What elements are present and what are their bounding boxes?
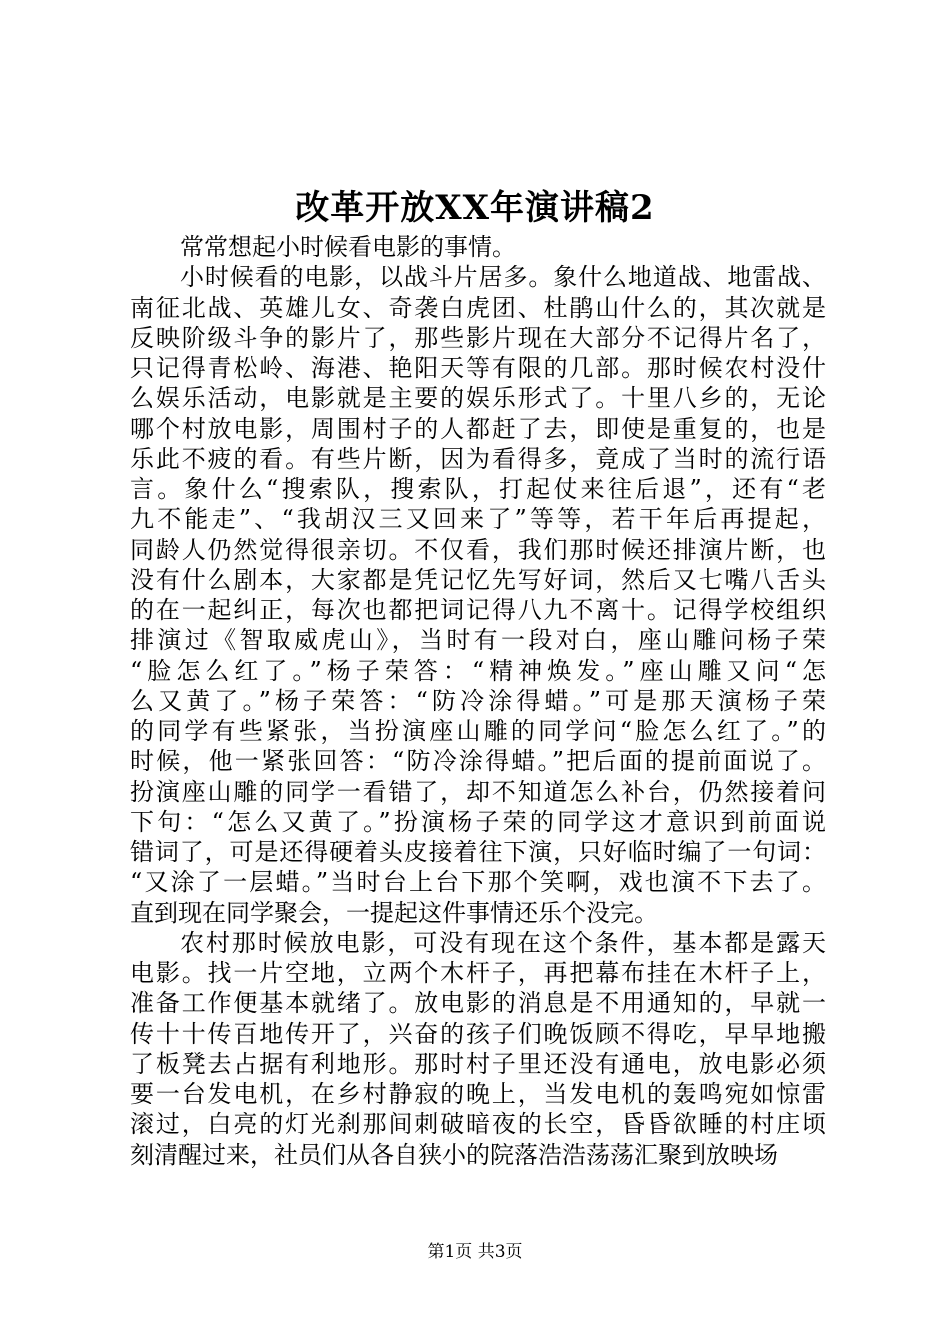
paragraph-line: 了板凳去占据有利地形。那时村子里还没有通电，放电影必须 (130, 1049, 826, 1078)
paragraph-line: “脸怎么红了。”杨子荣答：“精神焕发。”座山雕又问“怎 (130, 656, 826, 685)
paragraph-line: 扮演座山雕的同学一看错了，却不知道怎么补台，仍然接着问 (130, 777, 826, 806)
paragraph-line: 哪个村放电影，周围村子的人都赶了去，即使是重复的，也是 (130, 414, 826, 443)
paragraph-line: 只记得青松岭、海港、艳阳天等有限的几部。那时候农村没什 (130, 354, 826, 382)
paragraph-line: 反映阶级斗争的影片了，那些影片现在大部分不记得片名了， (130, 323, 826, 352)
page-footer: 第1页 共3页 (427, 1242, 523, 1262)
paragraph-line: 么娱乐活动，电影就是主要的娱乐形式了。十里八乡的，无论 (130, 384, 826, 413)
paragraph-line: 下句：“怎么又黄了。”扮演杨子荣的同学这才意识到前面说 (130, 807, 826, 836)
paragraph-line: “又涂了一层蜡。”当时台上台下那个笑啊，戏也演不下去了。 (130, 868, 826, 897)
paragraph-line: 么又黄了。”杨子荣答：“防冷涂得蜡。”可是那天演杨子荣 (130, 686, 826, 715)
paragraph-line: 刻清醒过来，社员们从各自狭小的院落浩浩荡荡汇聚到放映场 (130, 1140, 778, 1169)
paragraph-line: 传十十传百地传开了，兴奋的孩子们晚饭顾不得吃，早早地搬 (130, 1019, 826, 1048)
paragraph-line: 排演过《智取威虎山》，当时有一段对白，座山雕问杨子荣 (130, 626, 826, 655)
paragraph-line: 时候，他一紧张回答：“防冷涂得蜡。”把后面的提前面说了。 (130, 747, 826, 776)
paragraph-line: 乐此不疲的看。有些片断，因为看得多，竟成了当时的流行语 (130, 444, 826, 473)
paragraph-line: 九不能走”、“我胡汉三又回来了”等等，若干年后再提起， (130, 505, 826, 534)
paragraph-line: 常常想起小时候看电影的事情。 (180, 233, 516, 261)
paragraph-line: 准备工作便基本就绪了。放电影的消息是不用通知的，早就一 (130, 989, 826, 1018)
paragraph-line: 直到现在同学聚会，一提起这件事情还乐个没完。 (130, 898, 658, 927)
paragraph-line: 言。象什么“搜索队，搜索队，打起仗来往后退”，还有“老 (130, 475, 826, 503)
paragraph-line: 错词了，可是还得硬着头皮接着往下演，只好临时编了一句词： (130, 838, 826, 866)
paragraph-line: 小时候看的电影，以战斗片居多。象什么地道战、地雷战、 (180, 263, 826, 292)
paragraph-line: 农村那时候放电影，可没有现在这个条件，基本都是露天 (180, 928, 826, 957)
document-body (130, 232, 826, 1170)
page-title: 改革开放XX年演讲稿2 (295, 188, 655, 228)
paragraph-line: 没有什么剧本，大家都是凭记忆先写好词，然后又七嘴八舌头 (130, 565, 826, 594)
paragraph-line: 南征北战、英雄儿女、奇袭白虎团、杜鹃山什么的，其次就是 (130, 293, 826, 322)
paragraph-line: 滚过，白亮的灯光刹那间刺破暗夜的长空，昏昏欲睡的村庄顷 (130, 1110, 826, 1139)
paragraph-line: 同龄人仍然觉得很亲切。不仅看，我们那时候还排演片断，也 (130, 535, 826, 564)
paragraph-line: 的在一起纠正，每次也都把词记得八九不离十。记得学校组织 (130, 596, 826, 624)
paragraph-line: 要一台发电机，在乡村静寂的晚上，当发电机的轰鸣宛如惊雷 (130, 1080, 826, 1108)
paragraph-line: 电影。找一片空地，立两个木杆子，再把幕布挂在木杆子上， (130, 959, 826, 987)
paragraph-line: 的同学有些紧张，当扮演座山雕的同学问“脸怎么红了。”的 (130, 717, 826, 745)
